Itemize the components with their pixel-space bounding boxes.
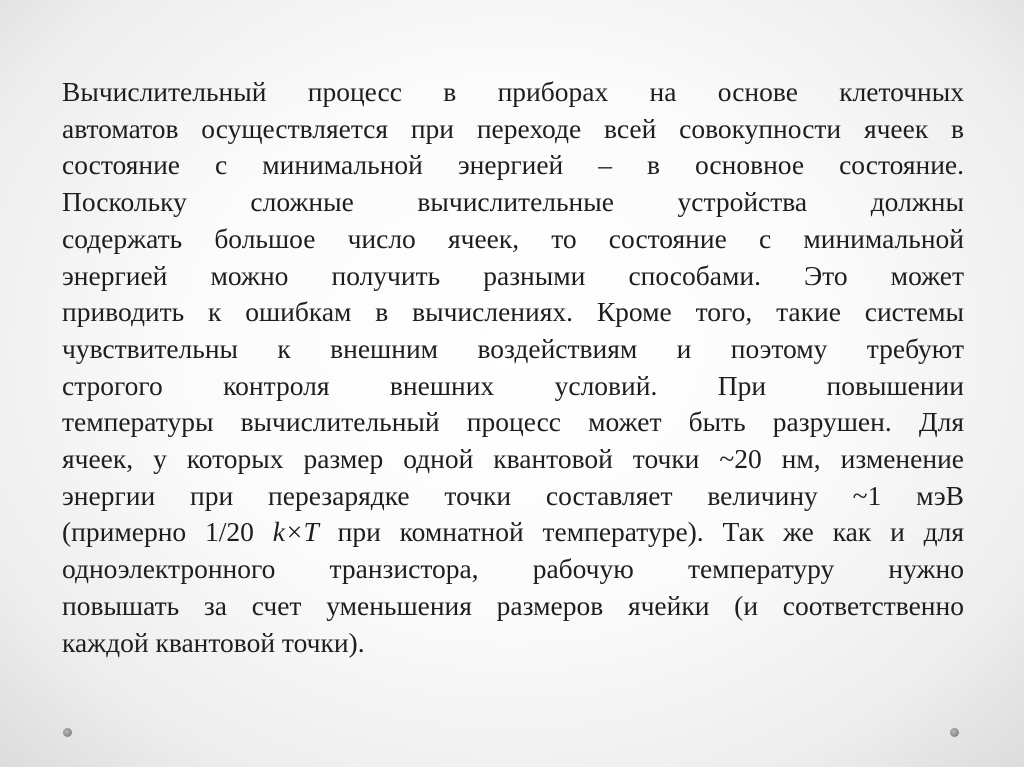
paragraph-line: Вычислительный процесс в приборах на основе клеточных <box>62 76 964 107</box>
paragraph-line: чувствительны к внешним воздействиям и поэтому требуют <box>62 332 964 364</box>
paragraph-line: содержать большое число ячеек, то состояние с минимальной <box>62 222 964 254</box>
paragraph-line: температуры вычислительный процесс может быть разрушен. Для <box>62 406 964 438</box>
bottom-left-dot-icon <box>63 728 72 737</box>
body-paragraph <box>62 74 964 661</box>
paragraph-line-last: каждой квантовой точки). <box>62 626 365 658</box>
paragraph-line: приводить к ошибкам в вычислениях. Кроме того, такие системы <box>62 296 964 328</box>
paragraph-line: Поскольку сложные вычислительные устройства должны <box>62 186 964 218</box>
formula-kt: k×T <box>272 516 319 548</box>
paragraph-line: автоматов осуществляется при переходе всей совокупности ячеек в <box>62 112 964 144</box>
paragraph-line: строгого контроля внешних условий. При повышении <box>62 369 964 401</box>
formula-prefix: (примерно 1/20 <box>62 516 273 548</box>
formula-suffix: при комнатной температуре). Так же как и для <box>318 516 964 548</box>
paragraph-line: одноэлектронного транзистора, рабочую температуру нужно <box>62 553 964 585</box>
paragraph-line: энергией можно получить разными способами. Это может <box>62 259 964 291</box>
paragraph-line-formula <box>62 514 964 551</box>
paragraph-line: энергии при перезарядке точки составляет величину ~1 мэВ <box>62 479 964 511</box>
paragraph-line: состояние с минимальной энергией – в основное состояние. <box>62 149 964 181</box>
paragraph-line: ячеек, у которых размер одной квантовой точки ~20 нм, изменение <box>62 443 964 475</box>
paragraph-line: повышать за счет уменьшения размеров ячейки (и соответственно <box>62 589 964 621</box>
bottom-right-dot-icon <box>950 728 959 737</box>
